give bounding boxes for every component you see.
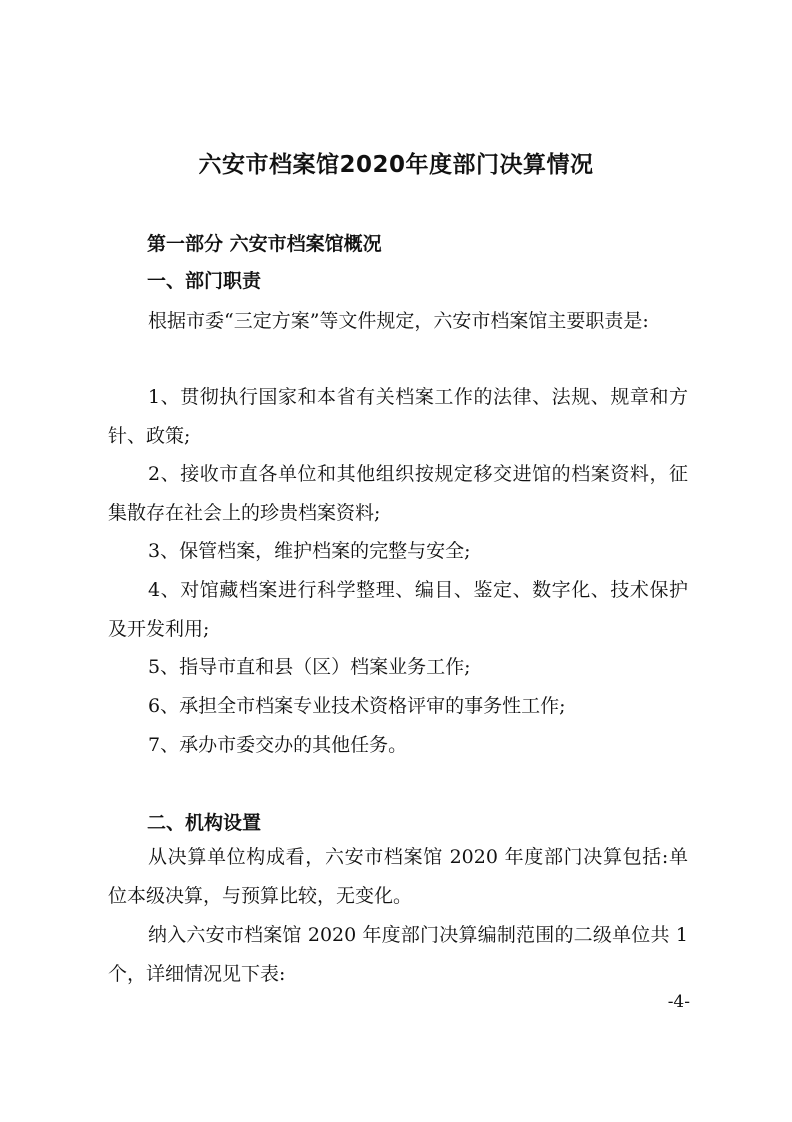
section2-heading: 二、机构设置 [147,812,262,834]
section2-paragraph [108,838,688,916]
duty-item [108,571,688,649]
duty-text: 5、指导市直和县（区）档案业务工作; [148,656,471,678]
duty-item [108,726,688,765]
intro-paragraph [108,302,688,341]
duty-item [108,378,688,456]
duty-text: 2、接收市直各单位和其他组织按规定移交进馆的档案资料，征集散存在社会上的珍贵档案资料; [108,463,688,524]
duty-text: 4、对馆藏档案进行科学整理、编目、鉴定、数字化、技术保护及开发利用; [108,579,688,640]
duty-item [108,687,688,726]
section2-paragraph [108,916,688,994]
section2-text: 纳入六安市档案馆 2020 年度部门决算编制范围的二级单位共 1 个，详细情况见下表: [108,924,688,985]
section2-text: 从决算单位构成看，六安市档案馆 2020 年度部门决算包括:单位本级决算，与预算比较，无变化。 [108,846,688,907]
duty-text: 7、承办市委交办的其他任务。 [148,734,408,756]
duty-text: 3、保管档案，维护档案的完整与安全; [148,540,471,562]
document-title: 六安市档案馆2020年度部门决算情况 [198,152,594,178]
duty-item [108,532,688,571]
intro-text: 根据市委“三定方案”等文件规定，六安市档案馆主要职责是: [148,310,649,332]
duty-text: 6、承担全市档案专业技术资格评审的事务性工作; [148,695,566,717]
duty-item [108,455,688,533]
part1-heading: 第一部分 六安市档案馆概况 [147,233,382,255]
duty-item [108,648,688,687]
section1-heading: 一、部门职责 [147,270,262,292]
duty-text: 1、贯彻执行国家和本省有关档案工作的法律、法规、规章和方针、政策; [108,386,688,447]
page-number: -4- [667,992,690,1012]
